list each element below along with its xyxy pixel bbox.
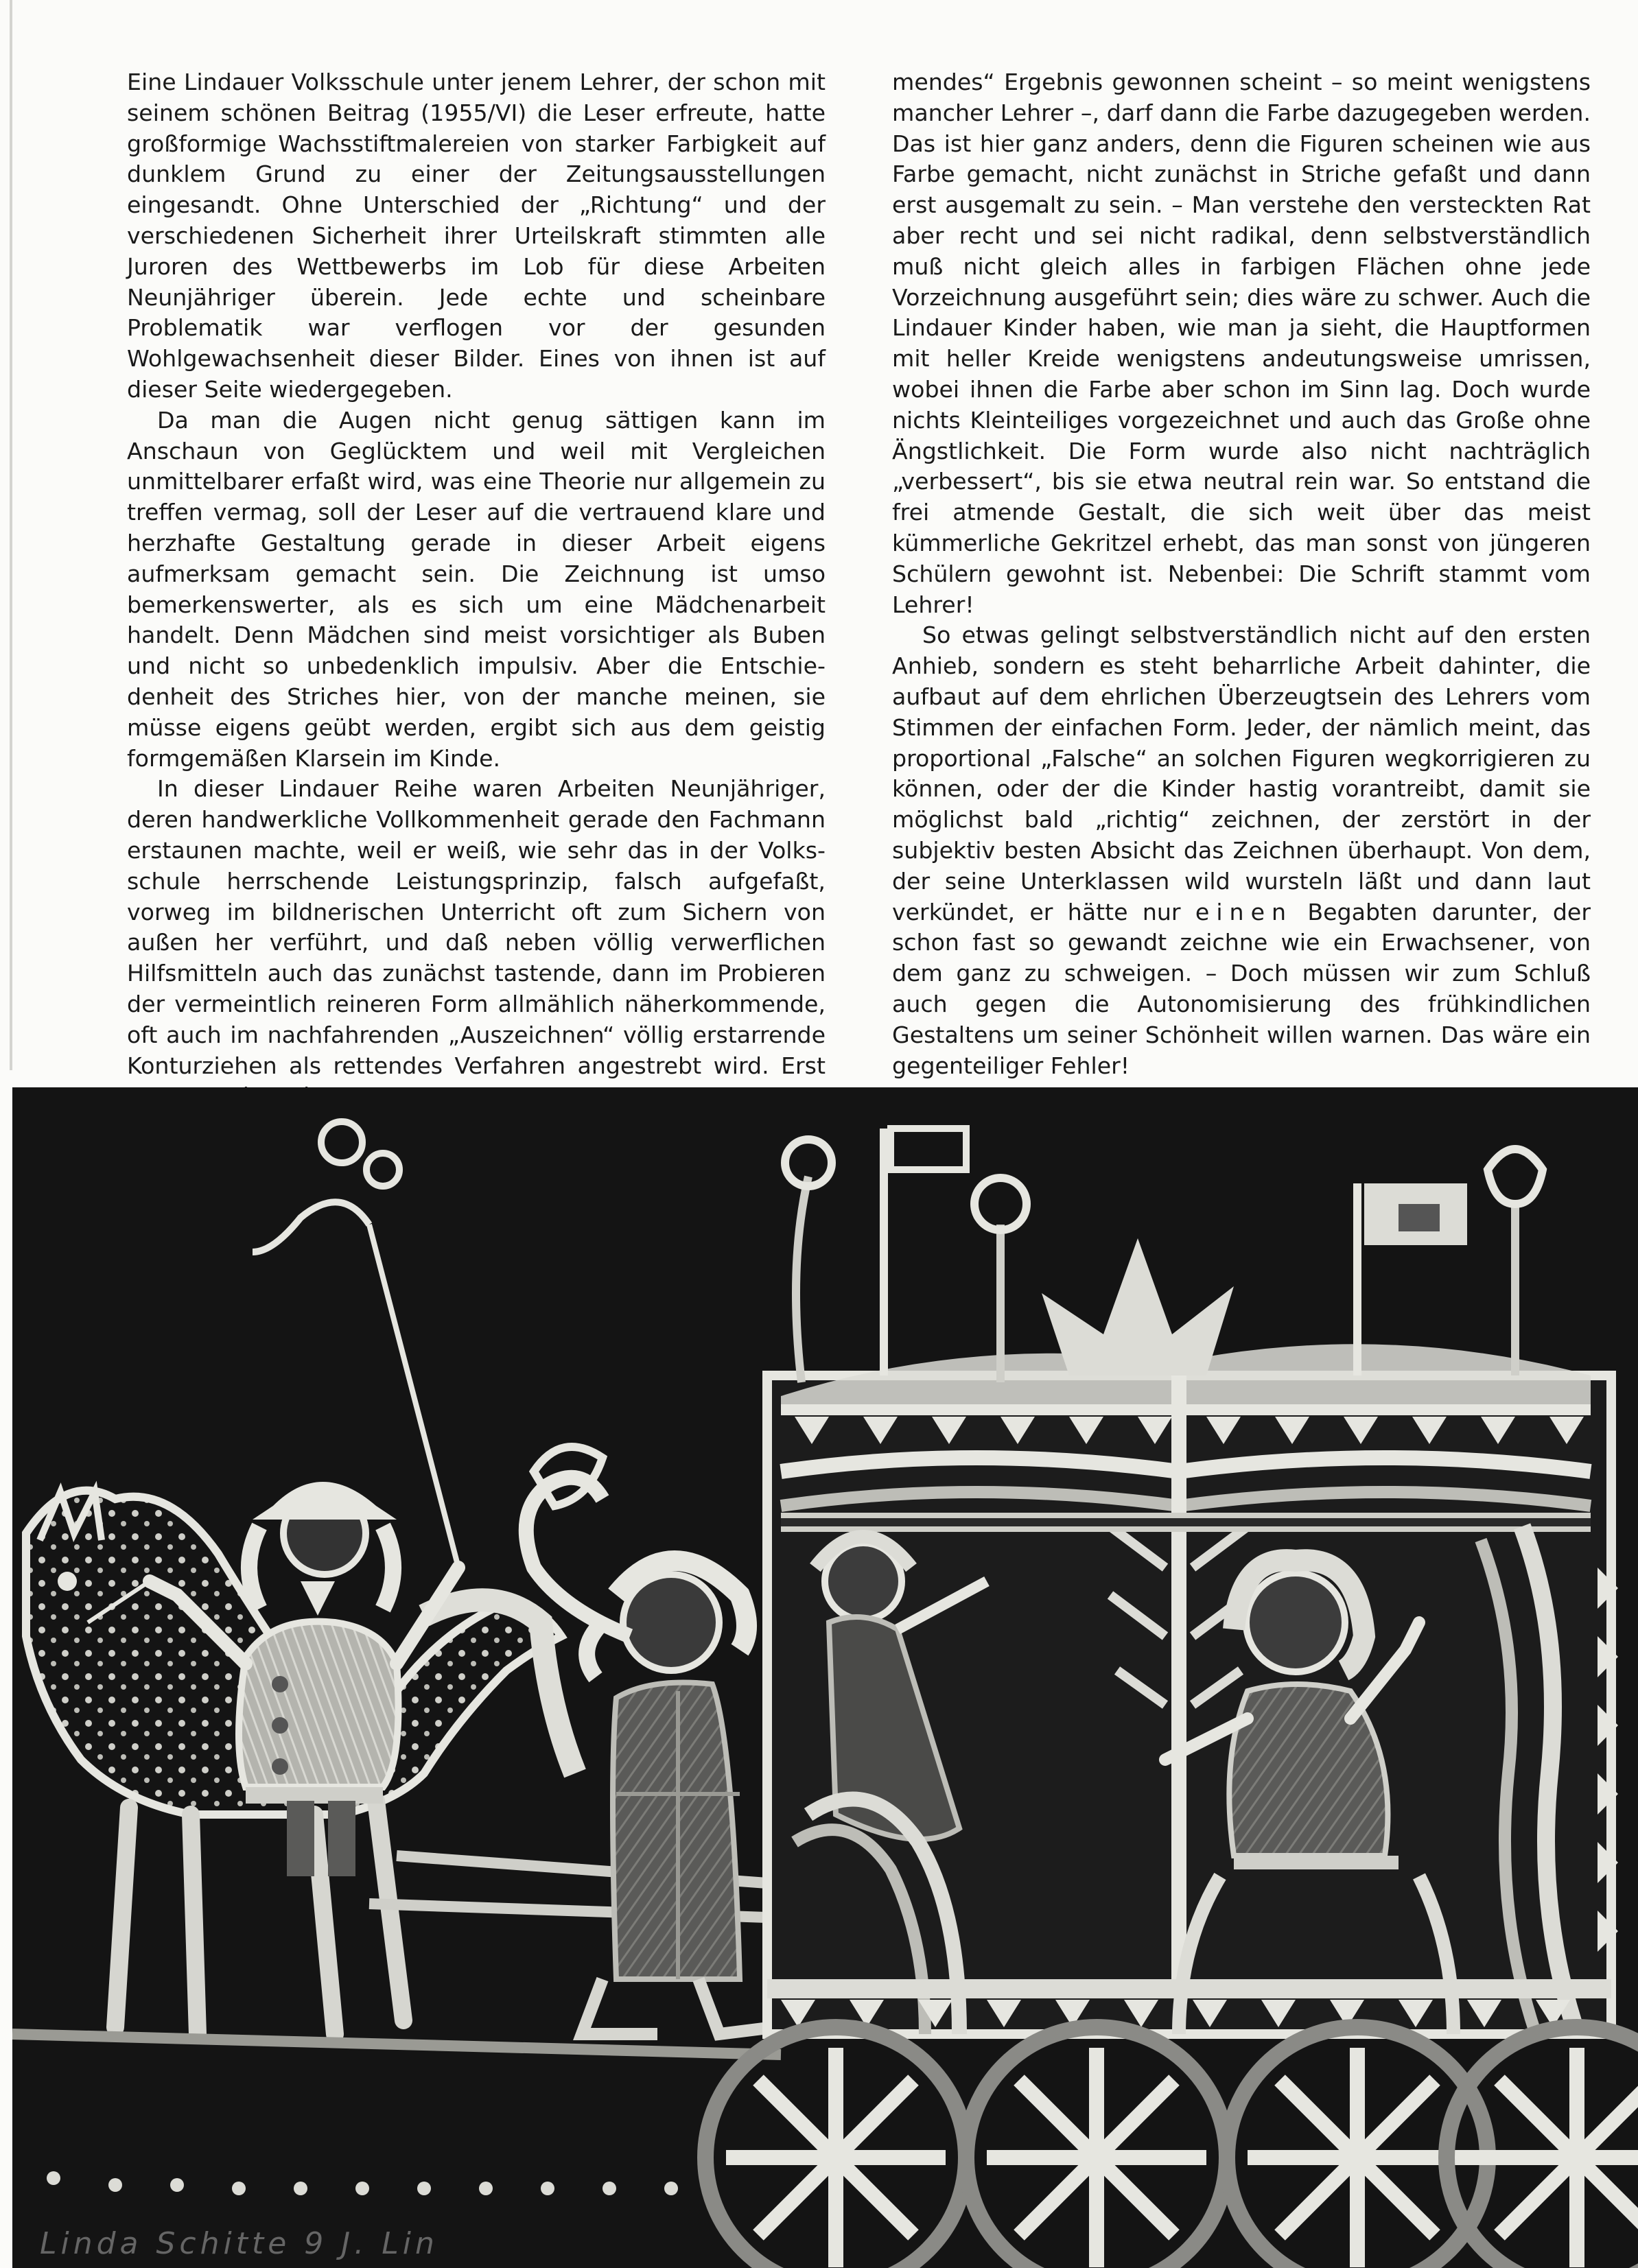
crown [1042, 1238, 1234, 1375]
wheel-2 [966, 2027, 1227, 2268]
artist-signature: Linda Schitte 9 J. Lin [40, 2226, 438, 2261]
conclusion-text-start: So etwas gelingt selbstverständlich nicht auf den ersten Anhieb, sondern es steht beharrliche Arbeit dahinter, die aufbaut auf dem ehrlichen Überzeugtsein des Lehrers vom Stimmen der einfachen Form. Jeder, der nämlich meint, das proportional „Falsche“ an solchen Figuren wegkorrigieren zu können, oder der die Kinder hastig vorantreibt, damit sie möglichst bald „richtig“ zeichnen, der zerstört in der subjektiv besten Absicht das Zeichnen überhaupt. Von dem, der seine Unterklassen wild wursteln läßt und dann laut verkündet, er hätte nur [892, 622, 1591, 925]
page-edge [10, 0, 12, 1070]
paragraph-intro: Eine Lindauer Volksschule unter jenem Lehrer, der schon mit seinem schönen Beitrag (1955/VI) die Leser erfreute, hatte großformige Wachsstiftmalereien von starker Farbigkeit auf dunklem Grund zu einer der Zeitungsausstellungen eingesandt. Ohne Unterschied der „Richtung“ und der verschiedenen Sicherheit ihrer Urteilskraft stimmten alle Juroren des Wettbewerbs im Lob für diese Arbeiten Neunjähriger überein. Jede echte und scheinbare Problematik war verflogen vor der gesunden Wohlgewachsenheit dieser Bilder. Eines von ihnen ist auf dieser Seite wiedergegeben. [127, 69, 826, 403]
wheel-1 [705, 2027, 966, 2268]
paragraph-conclusion [892, 620, 1591, 1081]
paragraph-observation: Da man die Augen nicht genug sättigen kann im Anschaun von Geglücktem und weil mit Vergleichen unmittelbarer erfaßt wird, was eine Theorie nur allgemein zu treffen vermag, soll der Leser auf die vertrauend klare und herzhafte Gestaltung gerade in dieser Arbeit eigens aufmerksam gemacht sein. Die Zeichnung ist umso bemerkenswerter, als es sich um eine Mädchenarbeit handelt. Denn Mädchen sind meist vorsichtiger als Buben und nicht so unbedenklich impulsiv. Aber die Entschiedenheit des Striches hier, von der manche meinen, sie müsse eigens geübt werden, ergibt sich aus dem geistig formgemäßen Klarsein im Kinde. [127, 406, 826, 772]
drawing-illustration [12, 1087, 1638, 2268]
text-column-left [127, 67, 826, 1112]
wheel-4 [1447, 2027, 1638, 2268]
ground-line [12, 2034, 781, 2195]
paragraph-lindau-series: In dieser Lindauer Reihe waren Arbeiten Neunjähriger, deren handwerkliche Vollkommenheit gerade den Fachmann erstaunen machte, weil er weiß, wie sehr das in der Volksschule herrschende Leistungsprinzip, falsch aufgefaßt, vorweg im bildnerischen Unterricht oft zum Sichern von außen her verführt, und daß neben völlig verwerflichen Hilfsmitteln auch das zunächst tastende, dann im Probieren der vermeintlich reineren Form allmählich näherkommende, oft auch im nachfahrenden „Auszeichnen“ völlig erstarrende Konturziehen als rettendes Verfahren angestrebt wird. Erst [127, 775, 826, 1079]
paragraph-color-method: mendes“ Ergebnis gewonnen scheint – so meint wenigstens mancher Lehrer –, darf dann die Farbe dazugegeben werden. Das ist hier ganz anders, denn die Figuren scheinen wie aus Farbe gemacht, nicht zunächst in Striche gefaßt und dann erst ausgemalt zu sein. – Man verstehe den versteckten Rat aber recht und sei nicht radikal, denn selbstverständlich muß nicht gleich alles in farbigen Flächen ohne jede Vorzeichnung ausgeführt sein; dies wäre zu schwer. Auch die Lindauer Kinder haben, wie man ja sieht, die Hauptformen mit heller Kreide wenigstens andeutungsweise umrissen, wobei ihnen die Farbe aber schon im Sinn lag. Doch wurde nichts Kleinteiliges vorgezeichnet und auch das Große ohne Ängstlichkeit. Die Form wurde also nicht nachträglich „verbessert“, bis sie etwa neutral rein war. So entstand die frei atmende Gestalt, die sich weit über das meist kümmerliche Gekritzel erhebt, das man sonst von jüngeren Schülern gewohnt ist. Nebenbei: Die Schrift stammt vom Lehrer! [892, 69, 1591, 618]
conclusion-text-end: Begabten darunter, der schon fast so gewandt zeichne wie ein Erwachsener, von dem ganz zu schweigen. – Doch müssen wir zum Schluß auch gegen die Autonomisierung des frühkindlichen Gestaltens um seiner Schönheit willen warnen. Das wäre ein gegenteiliger Fehler! [892, 898, 1591, 1079]
childrens-crayon-drawing [12, 1087, 1638, 2268]
text-column-right [892, 67, 1591, 1081]
spaced-word: einen [1195, 898, 1294, 925]
